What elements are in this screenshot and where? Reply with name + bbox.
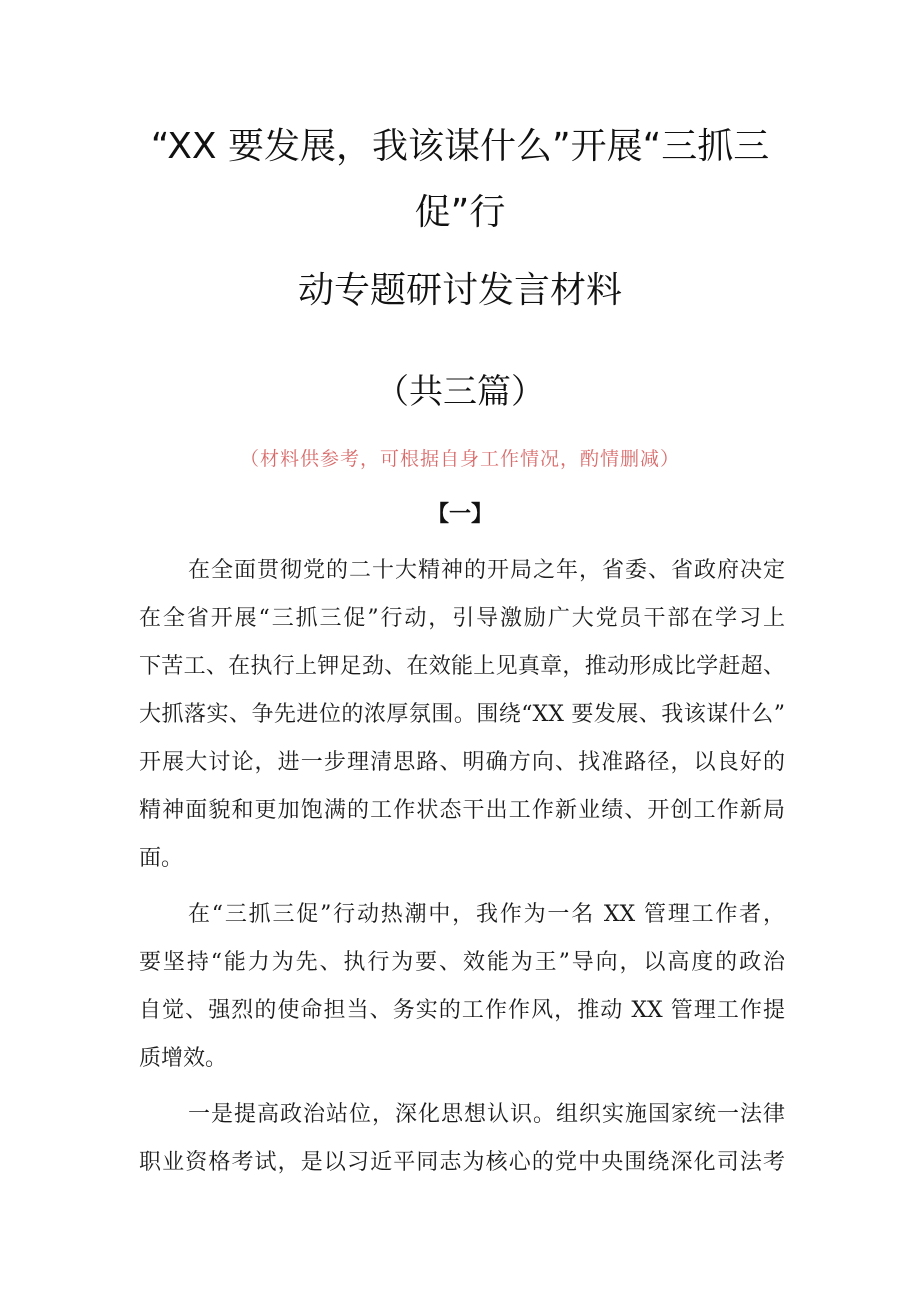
reference-note: （材料供参考，可根据自身工作情况，酌情删减） xyxy=(239,448,680,470)
body-line: 质增效。 xyxy=(139,1046,228,1071)
body-line: 在全面贯彻党的二十大精神的开局之年，省委、省政府决定 xyxy=(188,558,785,583)
body-line: 在“三抓三促”行动热潮中，我作为一名 XX 管理工作者， xyxy=(188,902,785,927)
body-line: 精神面貌和更加饱满的工作状态干出工作新业绩、开创工作新局 xyxy=(139,798,785,823)
article-count-label: （共三篇） xyxy=(375,372,545,412)
body-line: 一是提高政治站位，深化思想认识。组织实施国家统一法律 xyxy=(188,1102,785,1127)
document-title-line-1: “XX 要发展，我该谋什么”开展“三抓三 xyxy=(150,126,770,167)
body-line: 在全省开展“三抓三促”行动，引导激励广大党员干部在学习上 xyxy=(139,606,785,631)
document-title-line-3: 动专题研讨发言材料 xyxy=(297,270,622,311)
body-line: 要坚持“能力为先、执行为要、效能为王”导向，以高度的政治 xyxy=(139,950,785,975)
body-line: 面。 xyxy=(139,846,184,871)
document-title-line-2: 促”行 xyxy=(414,192,506,233)
section-marker: 【一】 xyxy=(426,502,493,527)
body-line: 职业资格考试，是以习近平同志为核心的党中央围绕深化司法考 xyxy=(139,1150,785,1175)
body-line: 开展大讨论，进一步理清思路、明确方向、找准路径，以良好的 xyxy=(139,750,785,775)
body-line: 大抓落实、争先进位的浓厚氛围。围绕“XX 要发展、我该谋什么” xyxy=(139,702,785,727)
body-line: 自觉、强烈的使命担当、务实的工作作风，推动 XX 管理工作提 xyxy=(139,998,785,1023)
body-line: 下苦工、在执行上钾足劲、在效能上见真章，推动形成比学赶超、 xyxy=(139,654,785,679)
